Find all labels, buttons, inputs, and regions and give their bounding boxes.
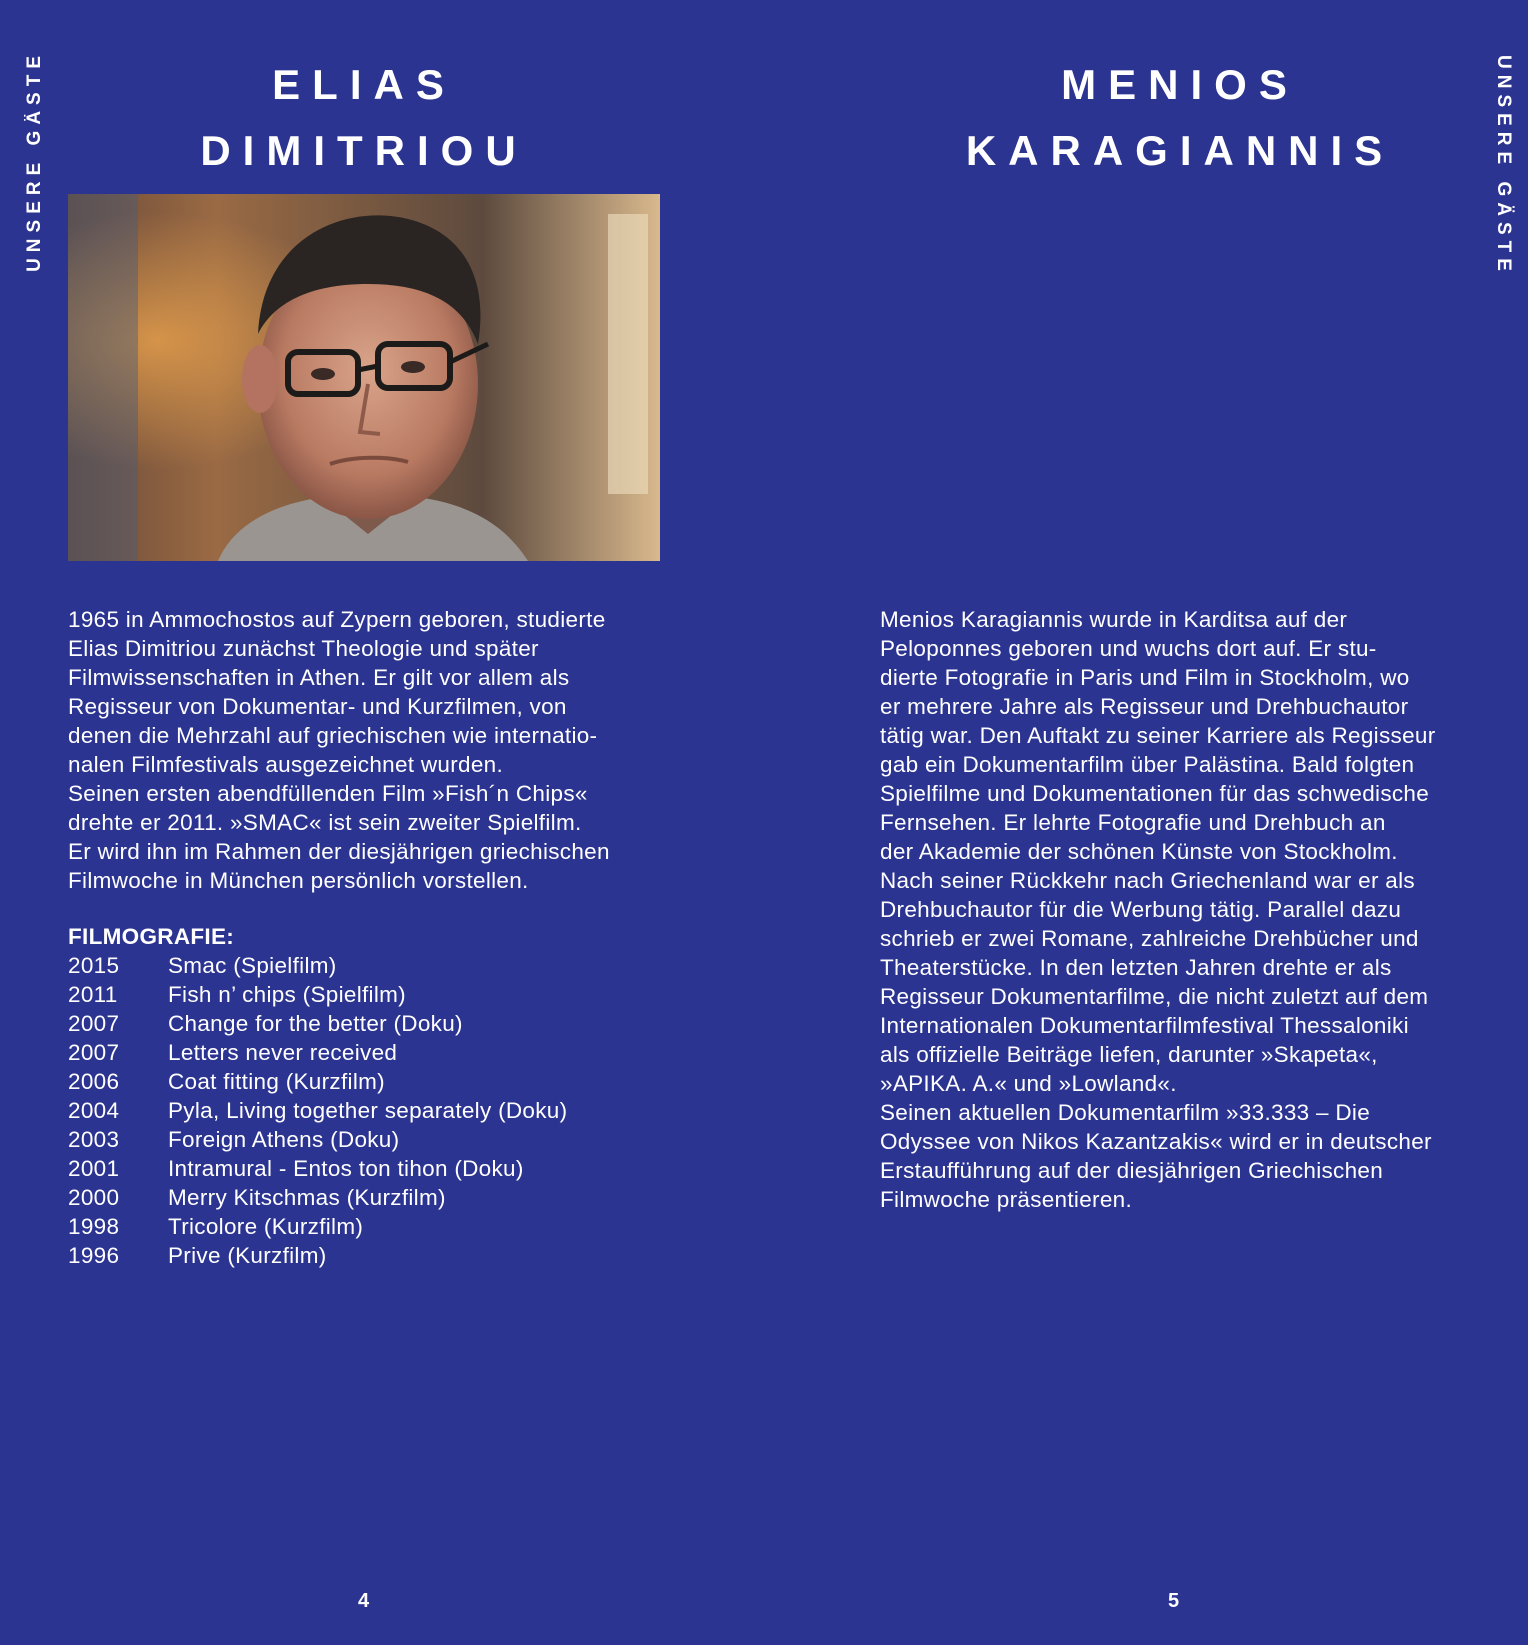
guest-name-elias-dimitriou (68, 52, 660, 184)
guest-name-menios-karagiannis (800, 52, 1528, 184)
filmography-row (68, 1154, 567, 1183)
film-title: Prive (Kurzfilm) (168, 1243, 327, 1268)
filmography-heading: FILMOGRAFIE: (68, 924, 235, 949)
guest-first-name: ELIAS (272, 61, 456, 108)
page-number-right: 5 (1168, 1590, 1180, 1612)
filmography-row (68, 1241, 567, 1270)
section-label-left: UNSERE GÄSTE (24, 50, 45, 272)
guest-first-name: MENIOS (1061, 61, 1299, 108)
film-title: Smac (Spielfilm) (168, 953, 337, 978)
film-year: 2000 (68, 1185, 120, 1210)
film-year: 2007 (68, 1011, 120, 1036)
film-year: 1996 (68, 1243, 120, 1268)
film-year: 2015 (68, 953, 120, 978)
film-year: 2004 (68, 1098, 120, 1123)
filmography-row (68, 980, 567, 1009)
film-title: Pyla, Living together separately (Doku) (168, 1098, 568, 1123)
film-year: 1998 (68, 1214, 120, 1239)
filmography-row (68, 1212, 567, 1241)
guest-last-name: KARAGIANNIS (965, 127, 1395, 174)
guest-bio: Menios Karagiannis wurde in Karditsa auf der Peloponnes geboren und wuchs dort auf. Er stu- dierte Fotografie in Paris und Film in Stockholm, wo er mehrere Jahre als Regisseur und Drehbuchautor tätig war. Den Auftakt zu seiner Karriere als Regisseur gab ein Dokumentarfilm über Palästina. Bald folgten Spielfilme und Dokumentationen für das schwedische Fernsehen. Er lehrte Fotografie und Drehbuch an der Akademie der schönen Künste von Stockholm. Nach seiner Rückkehr nach Griechenland war er als Drehbuchautor für die Werbung tätig. Parallel dazu schrieb er zwei Romane, zahlreiche Drehbücher und Theaterstücke. In den letzten Jahren drehte er als Regisseur Dokumentarfilme, die nicht zuletzt auf dem Internationalen Dokumentarfilmfestival Thessaloniki als offizielle Beiträge liefen, darunter »Skapeta«, »APIKA. A.« und »Lowland«. Seinen aktuellen Dokumentarfilm »33.333 – Die Odyssee von Nikos Kazantzakis« wird er in deutscher Erstaufführung auf der diesjährigen Griechischen Filmwoche präsentieren. (880, 607, 1436, 1212)
film-year: 2011 (68, 982, 118, 1007)
film-title: Merry Kitschmas (Kurzfilm) (168, 1185, 446, 1210)
film-year: 2001 (68, 1156, 120, 1181)
filmography-row (68, 1183, 567, 1212)
filmography (68, 922, 567, 1270)
film-title: Foreign Athens (Doku) (168, 1127, 400, 1152)
film-title: Tricolore (Kurzfilm) (168, 1214, 364, 1239)
film-title: Change for the better (Doku) (168, 1011, 463, 1036)
filmography-row (68, 1009, 567, 1038)
film-title: Coat fitting (Kurzfilm) (168, 1069, 385, 1094)
film-title: Letters never received (168, 1040, 398, 1065)
filmography-row (68, 1038, 567, 1067)
filmography-row (68, 1125, 567, 1154)
filmography-row (68, 1096, 567, 1125)
page-number-left: 4 (358, 1590, 370, 1612)
film-year: 2003 (68, 1127, 120, 1152)
section-label-right: UNSERE GÄSTE (1493, 55, 1514, 277)
portrait-photo (68, 194, 660, 561)
filmography-row (68, 951, 567, 980)
film-year: 2007 (68, 1040, 120, 1065)
film-title: Fish n’ chips (Spielfilm) (168, 982, 406, 1007)
guest-bio: 1965 in Ammochostos auf Zypern geboren, studierte Elias Dimitriou zunächst Theologie und später Filmwissenschaften in Athen. Er gilt vor allem als Regisseur von Dokumentar- und Kurzfilmen, von denen die Mehrzahl auf griechischen wie internatio- nalen Filmfestivals ausgezeichnet wurden. Seinen ersten abendfüllenden Film »Fish´n Chips« drehte er 2011. »SMAC« ist sein zweiter Spielfilm. Er wird ihn im Rahmen der diesjährigen griechischen Filmwoche in München persönlich vorstellen. (68, 607, 610, 893)
film-title: Intramural - Entos ton tihon (Doku) (168, 1156, 524, 1181)
guest-last-name: DIMITRIOU (200, 127, 528, 174)
filmography-row (68, 1067, 567, 1096)
film-year: 2006 (68, 1069, 120, 1094)
